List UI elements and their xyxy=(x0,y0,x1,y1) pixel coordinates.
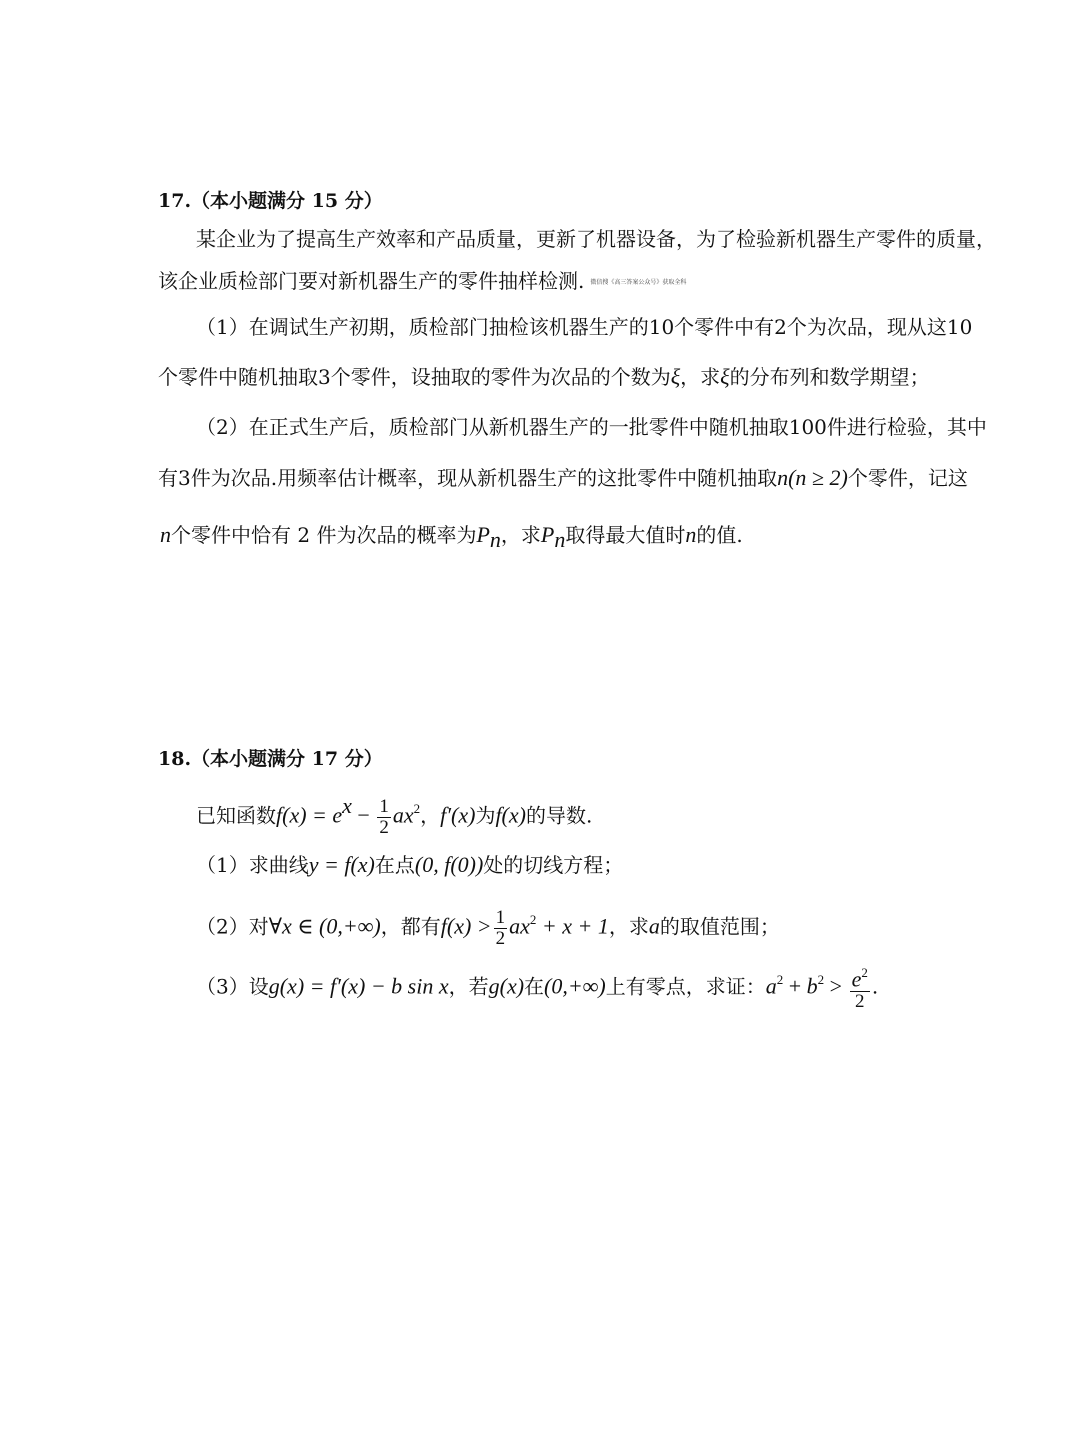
q17-heading: 17.（本小题满分 15 分） xyxy=(158,190,383,212)
fraction-numerator: 1 xyxy=(379,795,389,817)
inequality-right: + x + 1 xyxy=(536,913,609,939)
p-subscript: n xyxy=(554,527,566,552)
q17-part2-text-a: 有3件为次品.用频率估计概率，现从新机器生产的这批零件中随机抽取 xyxy=(158,466,778,490)
q18-given-text-a: 已知函数 xyxy=(196,803,276,828)
e-symbol: e xyxy=(851,965,862,991)
xi-symbol: ξ xyxy=(720,364,730,389)
ax-term: ax xyxy=(392,802,414,828)
fraction-denominator: 2 xyxy=(379,816,389,838)
interval: (0,+∞) xyxy=(544,973,606,999)
q18-given-line xyxy=(196,786,592,838)
n-symbol: n xyxy=(160,522,171,547)
square-exponent: 2 xyxy=(529,912,537,927)
q18-part1-text-b: 在点 xyxy=(374,853,415,877)
minus-sign: − xyxy=(351,802,376,828)
q18-part1-line xyxy=(196,852,623,878)
q17-part1-text-c: 的分布列和数学期望； xyxy=(729,365,930,389)
q17-part2-text-f: 的值. xyxy=(696,523,743,547)
n-symbol: n xyxy=(685,522,697,547)
fraction-one-half xyxy=(494,908,508,949)
q17-part2-text-c: 个零件中恰有 2 件为次品的概率为 xyxy=(171,523,477,547)
q18-part3-text-d: 上有零点，求证： xyxy=(605,974,766,999)
q17-intro-line2 xyxy=(158,268,686,296)
fraction-denominator: 2 xyxy=(495,927,506,949)
ax-term: ax xyxy=(509,913,530,939)
q18-part2-text-d: 的取值范围； xyxy=(659,914,780,939)
q18-given-text-c: 为 xyxy=(475,803,496,828)
q18-part1-text-a: （1）求曲线 xyxy=(196,853,309,877)
q17-intro-line1: 某企业为了提高生产效率和产品质量，更新了机器设备，为了检验新机器生产零件的质量， xyxy=(196,227,996,251)
plus-sign: + xyxy=(783,973,807,999)
fraction-one-half xyxy=(377,797,391,838)
q18-period: . xyxy=(871,974,879,999)
q17-part2-line3 xyxy=(160,522,743,553)
q17-intro-text: 该企业质检部门要对新机器生产的零件抽样检测. xyxy=(158,269,585,293)
q18-part3-text-b: ，若 xyxy=(448,974,489,999)
q18-part1-text-c: 处的切线方程； xyxy=(483,853,624,877)
greater-than-sign: > xyxy=(824,973,848,999)
q18-part2-text-b: ，都有 xyxy=(380,914,441,939)
q17-part2-text-d: ，求 xyxy=(500,523,541,547)
q17-part1-text-a: 个零件中随机抽取3个零件，设抽取的零件为次品的个数为 xyxy=(158,365,671,389)
square-exponent: 2 xyxy=(413,801,421,816)
q18-part3-text-a: （3）设 xyxy=(196,974,269,999)
q18-given-text-d: 的导数. xyxy=(525,803,593,828)
q18-part3-line xyxy=(196,960,878,1012)
q17-part2-text-b: 个零件，记这 xyxy=(847,466,968,490)
q17-part1-line2 xyxy=(158,364,930,390)
q18-comma: ， xyxy=(420,803,441,828)
n-condition: n(n ≥ 2) xyxy=(777,465,848,490)
watermark-text: 微信搜《高三答案公众号》获取全科 xyxy=(590,278,687,286)
inequality-left: f(x) > xyxy=(440,913,492,939)
a-symbol: a xyxy=(765,973,777,999)
g-definition: g(x) = f′(x) − b sin x xyxy=(268,973,449,999)
xi-symbol: ξ xyxy=(670,364,681,389)
q18-heading: 18.（本小题满分 17 分） xyxy=(158,748,383,770)
square-exponent: 2 xyxy=(861,964,868,980)
p-symbol: P xyxy=(476,522,490,547)
q17-part2-line1: （2）在正式生产后，质检部门从新机器生产的一批零件中随机抽取100件进行检验，其中 xyxy=(196,415,987,439)
f-prime: f′(x) xyxy=(440,802,476,828)
q17-part1-line1: （1）在调试生产初期，质检部门抽检该机器生产的10个零件中有2个为次品，现从这10 xyxy=(196,315,973,339)
q18-part2-text-c: ，求 xyxy=(608,914,649,939)
square-exponent: 2 xyxy=(817,972,825,987)
fraction-numerator xyxy=(850,965,870,992)
fraction-numerator: 1 xyxy=(495,906,506,928)
q18-part2-line xyxy=(196,900,780,949)
forall-condition: ∀x ∈ (0,+∞) xyxy=(268,913,381,939)
q18-part2-text-a: （2）对 xyxy=(196,914,269,939)
g-of-x: g(x) xyxy=(488,973,525,999)
exp-x: x xyxy=(342,793,352,818)
p-subscript: n xyxy=(489,527,501,552)
p-symbol: P xyxy=(540,522,555,547)
a-symbol: a xyxy=(648,913,660,939)
tangent-point: (0, f(0)) xyxy=(414,852,484,877)
curve-equation: y = f(x) xyxy=(308,852,375,877)
b-symbol: b xyxy=(806,973,818,999)
q17-part2-text-e: 取得最大值时 xyxy=(565,523,686,547)
square-exponent: 2 xyxy=(776,972,784,987)
q17-part1-text-b: ，求 xyxy=(680,365,721,389)
f-definition: f(x) = e xyxy=(276,802,343,828)
q17-part2-line2 xyxy=(158,465,968,491)
f-of-x: f(x) xyxy=(495,802,526,828)
q18-part3-text-c: 在 xyxy=(524,974,545,999)
fraction-e-squared-half xyxy=(850,965,870,1012)
fraction-denominator: 2 xyxy=(854,990,865,1012)
